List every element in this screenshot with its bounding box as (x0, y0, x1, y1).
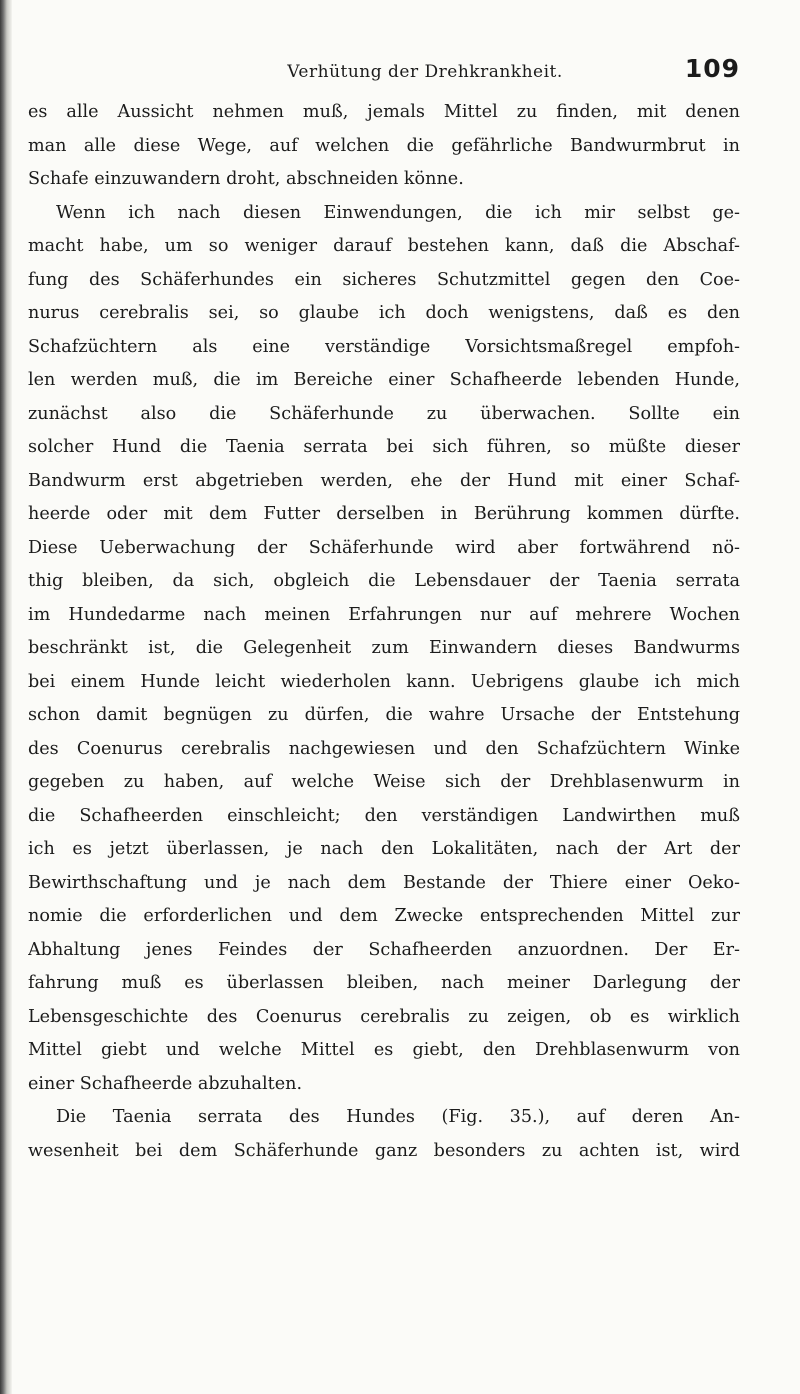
text-line: fung des Schäferhundes ein sicheres Schutzmittel gegen den Coe- (28, 269, 740, 290)
text-line: ich es jetzt überlassen, je nach den Lokalitäten, nach der Art der (28, 839, 740, 859)
text-line: Die Taenia serrata des Hundes (Fig. 35.), auf deren An- (56, 1107, 740, 1127)
text-line: fahrung muß es überlassen bleiben, nach meiner Darlegung der (28, 973, 740, 993)
text-line: Mittel giebt und welche Mittel es giebt, den Drehblasenwurm von (28, 1040, 740, 1060)
running-head (40, 50, 740, 90)
text-line: beschränkt ist, die Gelegenheit zum Einwandern dieses Bandwurms (28, 638, 740, 658)
text-line: des Coenurus cerebralis nachgewiesen und den Schafzüchtern Winke (28, 738, 740, 759)
text-line: macht habe, um so weniger darauf bestehen kann, daß die Abschaf- (28, 236, 740, 256)
text-line: solcher Hund die Taenia serrata bei sich führen, so müßte dieser (28, 437, 740, 457)
text-line: Bewirthschaftung und je nach dem Bestande der Thiere einer Oeko- (28, 872, 740, 893)
text-line: man alle diese Wege, auf welchen die gefährliche Bandwurmbrut in (28, 135, 740, 156)
text-line: thig bleiben, da sich, obgleich die Lebensdauer der Taenia serrata (28, 571, 740, 591)
text-line: schon damit begnügen zu dürfen, die wahre Ursache der Entstehung (28, 705, 740, 725)
text-line: es alle Aussicht nehmen muß, jemals Mittel zu finden, mit denen (28, 102, 740, 122)
body-text (28, 96, 740, 1168)
text-line: gegeben zu haben, auf welche Weise sich der Drehblasenwurm in (28, 772, 740, 792)
text-line: Abhaltung jenes Feindes der Schafheerden anzuordnen. Der Er- (28, 939, 740, 960)
text-line: Wenn ich nach diesen Einwendungen, die ich mir selbst ge- (56, 202, 740, 223)
text-line: Diese Ueberwachung der Schäferhunde wird aber fortwährend nö- (28, 537, 740, 558)
text-line: Lebensgeschichte des Coenurus cerebralis zu zeigen, ob es wirklich (28, 1006, 740, 1027)
text-line: heerde oder mit dem Futter derselben in Berührung kommen dürfte. (28, 504, 740, 524)
text-line: Bandwurm erst abgetrieben werden, ehe der Hund mit einer Schaf- (28, 470, 740, 491)
text-line: im Hundedarme nach meinen Erfahrungen nur auf mehrere Wochen (28, 604, 740, 625)
running-title: Verhütung der Drehkrankheit. (287, 62, 563, 82)
text-line: Schafzüchtern als eine verständige Vorsichtsmaßregel empfoh- (28, 336, 740, 357)
text-line: zunächst also die Schäferhunde zu überwachen. Sollte ein (28, 403, 740, 424)
page-number: 109 (684, 54, 740, 83)
text-line: die Schafheerden einschleicht; den verständigen Landwirthen muß (28, 805, 740, 826)
text-line: len werden muß, die im Bereiche einer Schafheerde lebenden Hunde, (28, 370, 740, 390)
text-line: nomie die erforderlichen und dem Zwecke entsprechenden Mittel zur (28, 906, 740, 926)
text-line: Schafe einzuwandern droht, abschneiden könne. (28, 169, 464, 189)
page-binding-edge (0, 0, 12, 1394)
text-line: einer Schafheerde abzuhalten. (28, 1073, 303, 1094)
text-line: wesenheit bei dem Schäferhunde ganz besonders zu achten ist, wird (28, 1140, 740, 1161)
text-line: bei einem Hunde leicht wiederholen kann. Uebrigens glaube ich mich (28, 671, 740, 692)
text-line: nurus cerebralis sei, so glaube ich doch wenigstens, daß es den (28, 303, 740, 323)
